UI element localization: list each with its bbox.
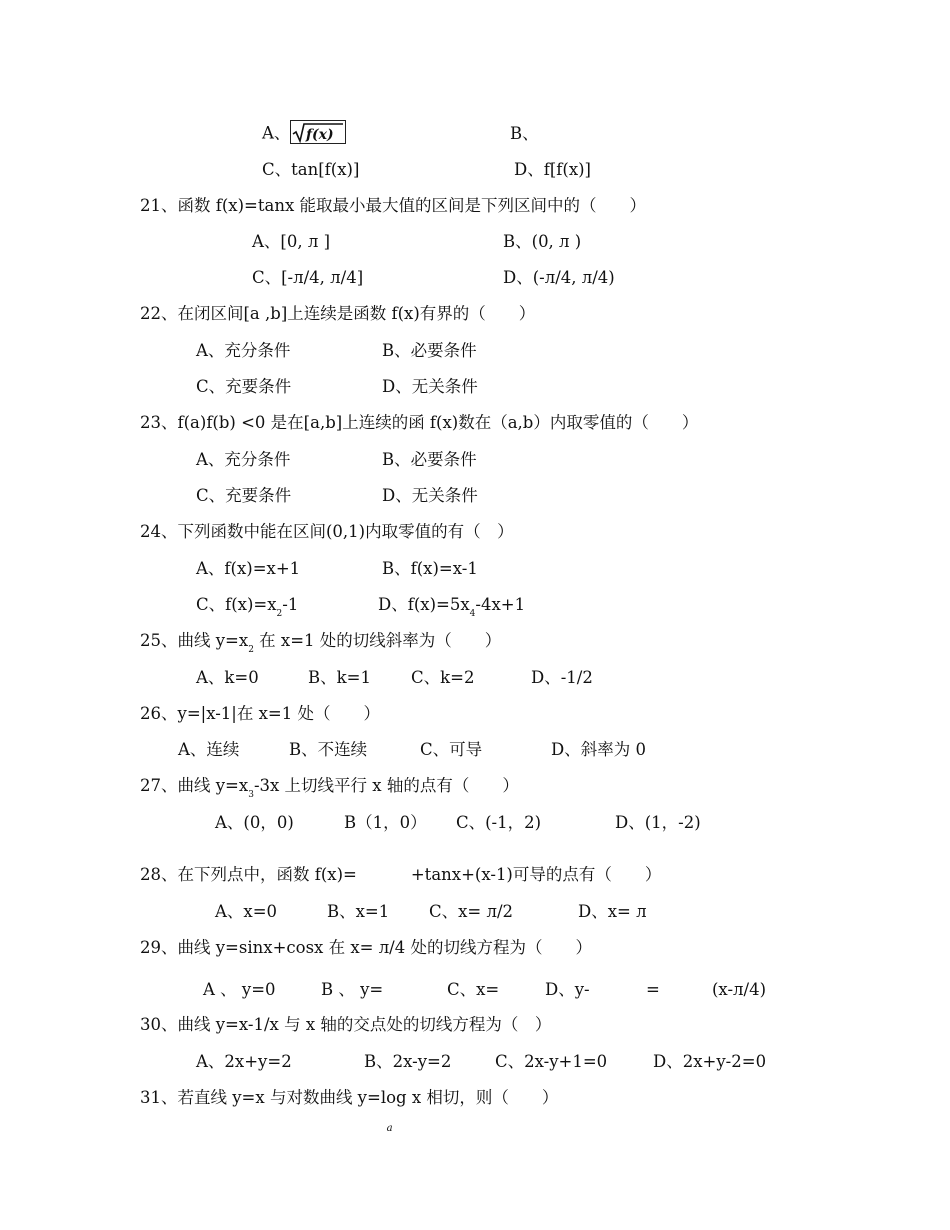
q25-option-d: D、-1/2 xyxy=(531,668,593,687)
q20-option-a-label: A、 xyxy=(262,123,291,143)
q22-option-a: A、充分条件 xyxy=(196,341,291,360)
q21-option-a: A、[0, л ] xyxy=(252,232,331,251)
q29-option-d-right: (x-л/4) xyxy=(712,980,767,999)
q27-stem-exponent: 3 xyxy=(248,790,254,800)
q22-option-c: C、充要条件 xyxy=(196,377,292,396)
q20-option-c: C、tan[f(x)] xyxy=(262,160,360,179)
q24-option-c xyxy=(196,595,298,618)
q24-option-d-exponent: 4 xyxy=(469,609,476,619)
q29-option-d-equals: = xyxy=(646,980,660,999)
q24-option-a: A、f(x)=x+1 xyxy=(196,559,301,578)
q27-option-a: A、(0，0) xyxy=(215,813,294,832)
q22-option-d: D、无关条件 xyxy=(382,377,478,396)
q20-option-b: B、 xyxy=(510,124,539,143)
q25-stem-exponent: 2 xyxy=(248,645,254,655)
q24-stem: 24、下列函数中能在区间(0,1)内取零值的有（ ） xyxy=(140,522,514,541)
q31-log-base: a xyxy=(386,1123,393,1134)
q25-stem-pre: 25、曲线 y=x xyxy=(140,631,249,650)
q31-stem-pre: 31、若直线 y=x 与对数曲线 y=log xyxy=(140,1088,407,1107)
q21-stem: 21、函数 f(x)=tanx 能取最小最大值的区间是下列区间中的（ ） xyxy=(140,196,646,215)
q28-stem xyxy=(140,865,661,885)
q23-option-d: D、无关条件 xyxy=(382,486,478,505)
q27-stem-pre: 27、曲线 y=x xyxy=(140,776,249,795)
q30-option-b: B、2x-y=2 xyxy=(364,1052,452,1071)
q26-stem: 26、y=|x-1|在 x=1 处（ ） xyxy=(140,704,380,723)
q23-option-c: C、充要条件 xyxy=(196,486,292,505)
q24-option-c-exponent: 2 xyxy=(276,609,283,619)
q25-stem-post: 在 x=1 处的切线斜率为（ ） xyxy=(253,631,502,650)
q28-option-a: A、x=0 xyxy=(215,902,278,921)
q29-stem: 29、曲线 y=sinx+cosx 在 x= л/4 处的切线方程为（ ） xyxy=(140,938,592,957)
q27-option-d: D、(1，-2) xyxy=(615,813,701,832)
q29-option-b: B 、 y= xyxy=(321,980,384,999)
q26-option-a: A、连续 xyxy=(178,740,240,759)
q27-stem xyxy=(140,776,519,799)
q23-option-b: B、必要条件 xyxy=(382,450,477,469)
q27-stem-post: -3x 上切线平行 x 轴的点有（ ） xyxy=(253,776,519,795)
q25-option-c: C、k=2 xyxy=(411,668,475,687)
q21-option-d: D、(-л/4, л/4) xyxy=(503,268,615,287)
q31-stem xyxy=(140,1088,559,1134)
q26-option-d: D、斜率为 0 xyxy=(551,740,646,759)
q28-option-c: C、x= л/2 xyxy=(429,902,514,921)
q25-option-a: A、k=0 xyxy=(196,668,259,687)
q30-option-a: A、2x+y=2 xyxy=(196,1052,292,1071)
q26-option-c: C、可导 xyxy=(420,740,483,759)
q22-option-b: B、必要条件 xyxy=(382,341,477,360)
q24-option-d-pre: D、f(x)=5x xyxy=(378,595,470,614)
q24-option-d-post: -4x+1 xyxy=(475,595,526,614)
q26-option-b: B、不连续 xyxy=(289,740,368,759)
q24-option-d xyxy=(378,595,525,618)
q21-option-b: B、(0, л ) xyxy=(503,232,582,251)
q20-option-d: D、f[f(x)] xyxy=(514,160,591,179)
q29-option-d-left: D、y- xyxy=(545,980,590,999)
q30-option-c: C、2x-y+1=0 xyxy=(495,1052,608,1071)
q21-option-c: C、[-л/4, л/4] xyxy=(252,268,364,287)
q24-option-c-post: -1 xyxy=(282,595,299,614)
q29-option-c: C、x= xyxy=(447,980,500,999)
q24-option-c-pre: C、f(x)=x xyxy=(196,595,277,614)
q20-option-a xyxy=(262,122,346,146)
sqrt-f-x-formula-image xyxy=(290,120,346,144)
q28-stem-pre: 28、在下列点中，函数 f(x)= xyxy=(140,865,357,884)
q28-stem-post: +tanx+(x-1)可导的点有（ ） xyxy=(410,865,662,884)
q31-stem-post: x 相切，则（ ） xyxy=(406,1088,559,1107)
svg-text:f(x): f(x) xyxy=(306,127,335,143)
q24-option-b: B、f(x)=x-1 xyxy=(382,559,478,578)
q22-stem: 22、在闭区间[a ,b]上连续是函数 f(x)有界的（ ） xyxy=(140,304,536,323)
q30-stem: 30、曲线 y=x-1/x 与 x 轴的交点处的切线方程为（ ） xyxy=(140,1015,552,1034)
q23-stem: 23、f(a)f(b) <0 是在[a,b]上连续的函 f(x)数在（a,b）内取零值的（ ） xyxy=(140,413,699,432)
q28-option-b: B、x=1 xyxy=(327,902,390,921)
q29-option-a: A 、 y=0 xyxy=(203,980,276,999)
q30-option-d: D、2x+y-2=0 xyxy=(653,1052,767,1071)
q23-option-a: A、充分条件 xyxy=(196,450,291,469)
q25-stem xyxy=(140,631,501,654)
q28-option-d: D、x= л xyxy=(578,902,647,921)
q27-option-b: B（1，0） xyxy=(344,813,427,832)
q25-option-b: B、k=1 xyxy=(308,668,371,687)
q27-option-c: C、(-1，2) xyxy=(456,813,542,832)
